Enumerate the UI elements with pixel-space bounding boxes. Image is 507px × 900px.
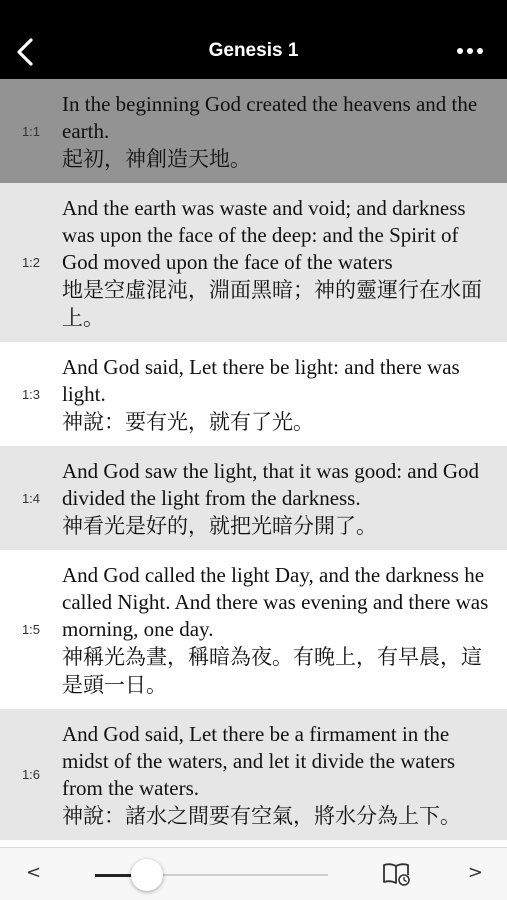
- verse-text: [62, 79, 507, 183]
- verse-row[interactable]: [0, 342, 507, 446]
- verse-row[interactable]: [0, 79, 507, 183]
- chapter-slider[interactable]: [95, 874, 328, 876]
- slider-thumb[interactable]: [131, 859, 163, 891]
- page-title: Genesis 1: [208, 40, 299, 61]
- verse-chinese-text: 神稱光為晝，稱暗為夜。有晚上，有早晨，這是頭一日。: [62, 645, 482, 697]
- open-book-icon: [382, 861, 412, 887]
- verse-reference: 1:6: [21, 767, 41, 782]
- verse-row[interactable]: [0, 446, 507, 550]
- next-chapter-button[interactable]: >: [467, 862, 483, 883]
- verse-chinese-text: 神說：要有光，就有了光。: [62, 410, 314, 434]
- verse-row[interactable]: [0, 550, 507, 709]
- verse-english-text: And God saw the light, that it was good: and God divided the light from the darkness.: [62, 459, 480, 510]
- more-dot-icon: [477, 48, 483, 54]
- verse-text: [62, 709, 507, 840]
- verse-english-text: In the beginning God created the heavens and the earth.: [62, 92, 478, 143]
- verse-chinese-text: 地是空虛混沌，淵面黑暗；神的靈運行在水面上。: [62, 278, 482, 330]
- verse-chinese-text: 神說：諸水之間要有空氣，將水分為上下。: [62, 804, 461, 828]
- more-options-button[interactable]: [455, 42, 485, 62]
- bottom-toolbar: [0, 847, 507, 900]
- more-dot-icon: [457, 48, 463, 54]
- verse-text: [62, 183, 507, 342]
- more-dot-icon: [467, 48, 473, 54]
- verse-english-text: And God called the light Day, and the darkness he called Night. And there was evening and there was morning, one day.: [62, 563, 489, 641]
- verse-reference: 1:1: [21, 123, 41, 139]
- verse-reference: 1:2: [21, 255, 41, 270]
- verse-text: [62, 550, 507, 709]
- verse-text: [62, 446, 507, 550]
- verse-english-text: And God said, Let there be light: and there was light.: [62, 355, 460, 406]
- top-navigation-bar: [0, 0, 507, 79]
- verse-list[interactable]: [0, 79, 507, 847]
- bible-book-button[interactable]: [382, 861, 412, 887]
- verse-reference: 1:4: [21, 490, 41, 506]
- verse-row[interactable]: [0, 709, 507, 840]
- verse-reference: 1:3: [21, 386, 41, 402]
- verse-english-text: And God said, Let there be a firmament in the midst of the waters, and let it divide the waters from the waters.: [62, 722, 456, 800]
- previous-chapter-button[interactable]: <: [26, 862, 42, 883]
- verse-row[interactable]: [0, 183, 507, 342]
- verse-reference: 1:5: [21, 622, 41, 637]
- verse-english-text: And the earth was waste and void; and darkness was upon the face of the deep: and the Spirit of God moved upon the face of the waters: [62, 196, 466, 274]
- verse-text: [62, 342, 507, 446]
- verse-chinese-text: 起初，神創造天地。: [62, 147, 251, 171]
- verse-chinese-text: 神看光是好的，就把光暗分開了。: [62, 514, 377, 538]
